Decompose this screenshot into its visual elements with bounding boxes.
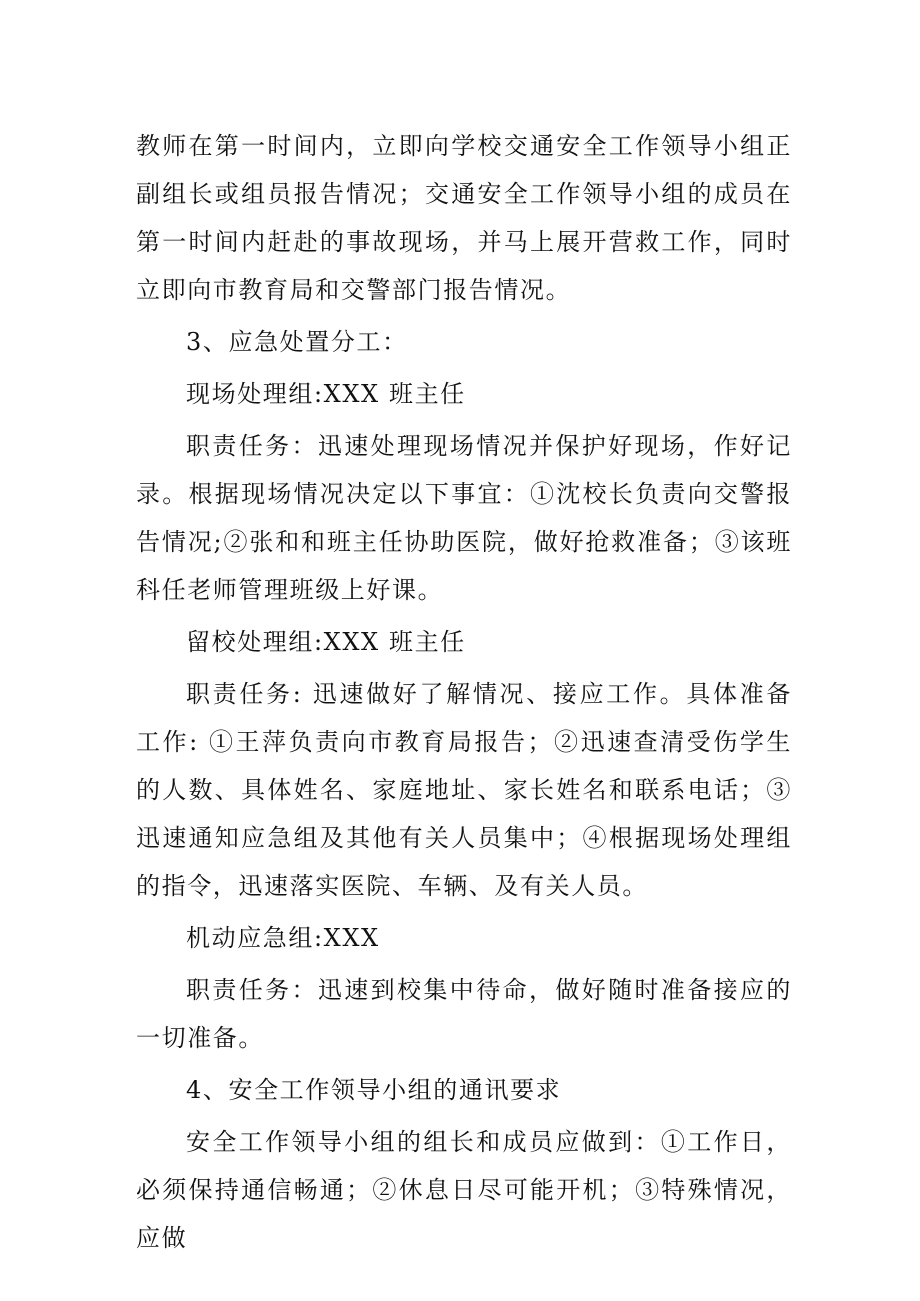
section-heading-4: 4、安全工作领导小组的通讯要求	[186, 1076, 562, 1104]
group-mobile-title: 机动应急组:XXX	[186, 924, 380, 952]
group-onsite-title: 现场处理组:XXX 班主任	[186, 380, 466, 408]
group-onsite-duties: 职责任务：迅速处理现场情况并保护好现场，作好记录。根据现场情况决定以下事宜：①沈校长负责向交警报告情况;②张和和班主任协助医院，做好抢救准备；③该班科任老师管理班级上好课。	[136, 432, 792, 604]
paragraph-communication: 安全工作领导小组的组长和成员应做到：①工作日，必须保持通信畅通；②休息日尽可能开机；③特殊情况，应做	[136, 1128, 792, 1252]
group-mobile-duties: 职责任务：迅速到校集中待命，做好随时准备接应的一切准备。	[136, 976, 792, 1052]
document-body	[136, 122, 792, 1266]
group-school-duties: 职责任务: 迅速做好了解情况、接应工作。具体准备工作: ①王萍负责向市教育局报告；②迅速查清受伤学生的人数、具体姓名、家庭地址、家长姓名和联系电话；③迅速通知应急组及其他有关人员集中；④根据现场处理组的指令，迅速落实医院、车辆、及有关人员。	[136, 680, 792, 900]
section-heading-3: 3、应急处置分工：	[186, 328, 408, 356]
group-school-title: 留校处理组:XXX 班主任	[186, 628, 466, 656]
paragraph-1: 教师在第一时间内，立即向学校交通安全工作领导小组正副组长或组员报告情况；交通安全工作领导小组的成员在第一时间内赶赴的事故现场，并马上展开营救工作，同时立即向市教育局和交警部门报告情况。	[136, 132, 792, 304]
